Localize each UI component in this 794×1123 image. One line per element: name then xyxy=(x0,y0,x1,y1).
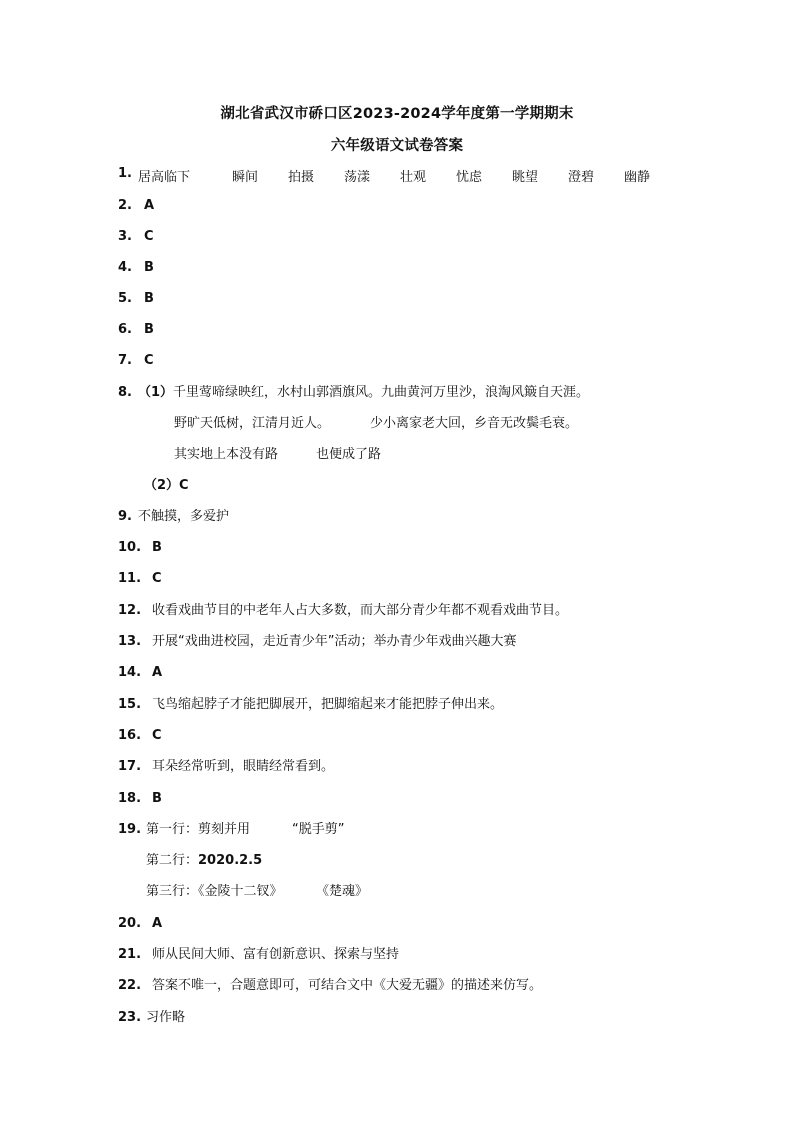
answer-row-12 xyxy=(118,603,568,619)
answer-row-4 xyxy=(118,260,154,276)
answer-text: 《金陵十二钗》 xyxy=(198,884,283,899)
answer-row-6 xyxy=(118,322,154,338)
poem-line: 其实地上本没有路 xyxy=(174,447,279,462)
answer-text: 2020.2.5 xyxy=(198,853,263,868)
question-number: 9. xyxy=(118,509,132,524)
question-number: 8. xyxy=(118,385,132,400)
answer-row-16 xyxy=(118,728,162,744)
question-number: 14. xyxy=(118,665,142,680)
answer-text: 习作略 xyxy=(146,1010,186,1025)
question-number: 20. xyxy=(118,916,142,931)
answer-row-17 xyxy=(118,759,334,775)
sub-question-2 xyxy=(144,478,189,494)
poem-line: 少小离家老大回，乡音无改鬓毛衰。 xyxy=(370,416,579,431)
answer-row-15 xyxy=(118,697,503,713)
answer-row-14 xyxy=(118,665,162,681)
q19-row-2 xyxy=(146,853,262,869)
answer-text: 《楚魂》 xyxy=(316,884,369,899)
answer-row-8 xyxy=(118,385,589,401)
answer-text: B xyxy=(144,260,154,275)
question-number: 21. xyxy=(118,947,142,962)
question-number: 19. xyxy=(118,822,142,837)
question-number: 16. xyxy=(118,728,142,743)
answer-row-22 xyxy=(118,978,542,994)
answer-text: A xyxy=(144,198,155,213)
q1-word: 忧虑 xyxy=(456,170,483,185)
answer-text: B xyxy=(152,540,162,555)
answer-row-23 xyxy=(118,1010,185,1026)
answer-row-10 xyxy=(118,540,162,556)
answer-text: A xyxy=(152,916,163,931)
row-label: 第三行： xyxy=(146,884,199,899)
answer-text: 答案不唯一，合题意即可，可结合文中《大爱无疆》的描述来仿写。 xyxy=(152,978,543,993)
q1-word: 壮观 xyxy=(400,170,427,185)
q1-word: 眺望 xyxy=(512,170,539,185)
question-number: 7. xyxy=(118,353,132,368)
question-number: 15. xyxy=(118,697,142,712)
answer-text: B xyxy=(152,791,162,806)
answer-row-18 xyxy=(118,791,162,807)
answer-text: 开展“戏曲进校园，走近青少年”活动；举办青少年戏曲兴趣大赛 xyxy=(152,634,517,649)
question-number: 2. xyxy=(118,198,132,213)
answer-text: C xyxy=(144,229,154,244)
question-number: 17. xyxy=(118,759,142,774)
q19-row-3 xyxy=(146,884,283,900)
document-subtitle: 六年级语文试卷答案 xyxy=(330,138,464,154)
q1-word: 幽静 xyxy=(624,170,651,185)
answer-row-9 xyxy=(118,509,229,525)
answer-text: 剪刻并用 xyxy=(198,822,251,837)
q1-word: 澄碧 xyxy=(568,170,595,185)
answer-text: C xyxy=(144,353,154,368)
answer-text: 耳朵经常听到，眼睛经常看到。 xyxy=(152,759,335,774)
answer-text: “脱手剪” xyxy=(292,822,345,837)
answer-text: C xyxy=(179,478,189,493)
sub-question-label: （2） xyxy=(144,478,180,493)
document-title: 湖北省武汉市硚口区2023-2024学年度第一学期期末 xyxy=(220,106,574,122)
q1-word: 拍摄 xyxy=(288,170,315,185)
answer-row-11 xyxy=(118,571,162,587)
answer-row-1 xyxy=(118,166,132,182)
q1-word: 瞬间 xyxy=(232,170,259,185)
question-number: 18. xyxy=(118,791,142,806)
answer-row-5 xyxy=(118,291,154,307)
question-number: 4. xyxy=(118,260,132,275)
sub-question-label: （1） xyxy=(138,385,174,400)
answer-text: B xyxy=(144,291,154,306)
answer-row-19 xyxy=(118,822,250,838)
question-number: 22. xyxy=(118,978,142,993)
answer-text: 不触摸，多爱护 xyxy=(138,509,230,524)
question-number: 11. xyxy=(118,571,142,586)
poem-line: 野旷天低树，江清月近人。 xyxy=(174,416,331,431)
answer-row-7 xyxy=(118,353,154,369)
poem-line: 也便成了路 xyxy=(316,447,382,462)
answer-text: 师从民间大师、富有创新意识、探索与坚持 xyxy=(152,947,400,962)
answer-text: B xyxy=(144,322,154,337)
answer-row-13 xyxy=(118,634,516,650)
answer-text: 飞鸟缩起脖子才能把脚展开，把脚缩起来才能把脖子伸出来。 xyxy=(152,697,504,712)
question-number: 13. xyxy=(118,634,142,649)
answer-row-21 xyxy=(118,947,399,963)
answer-row-3 xyxy=(118,229,154,245)
question-number: 5. xyxy=(118,291,132,306)
question-number: 12. xyxy=(118,603,142,618)
question-number: 6. xyxy=(118,322,132,337)
answer-row-20 xyxy=(118,916,162,932)
q1-word: 居高临下 xyxy=(138,170,191,185)
row-label: 第一行： xyxy=(146,822,199,837)
answer-text: C xyxy=(152,571,162,586)
question-number: 1. xyxy=(118,166,132,181)
row-label: 第二行： xyxy=(146,853,199,868)
answer-text: C xyxy=(152,728,162,743)
question-number: 10. xyxy=(118,540,142,555)
answer-text: 千里莺啼绿映红，水村山郭酒旗风。九曲黄河万里沙，浪淘风簸自天涯。 xyxy=(173,385,590,400)
answer-row-2 xyxy=(118,198,154,214)
question-number: 3. xyxy=(118,229,132,244)
q1-word: 荡漾 xyxy=(344,170,371,185)
answer-text: A xyxy=(152,665,163,680)
question-number: 23. xyxy=(118,1010,142,1025)
answer-text: 收看戏曲节目的中老年人占大多数，而大部分青少年都不观看戏曲节目。 xyxy=(152,603,569,618)
